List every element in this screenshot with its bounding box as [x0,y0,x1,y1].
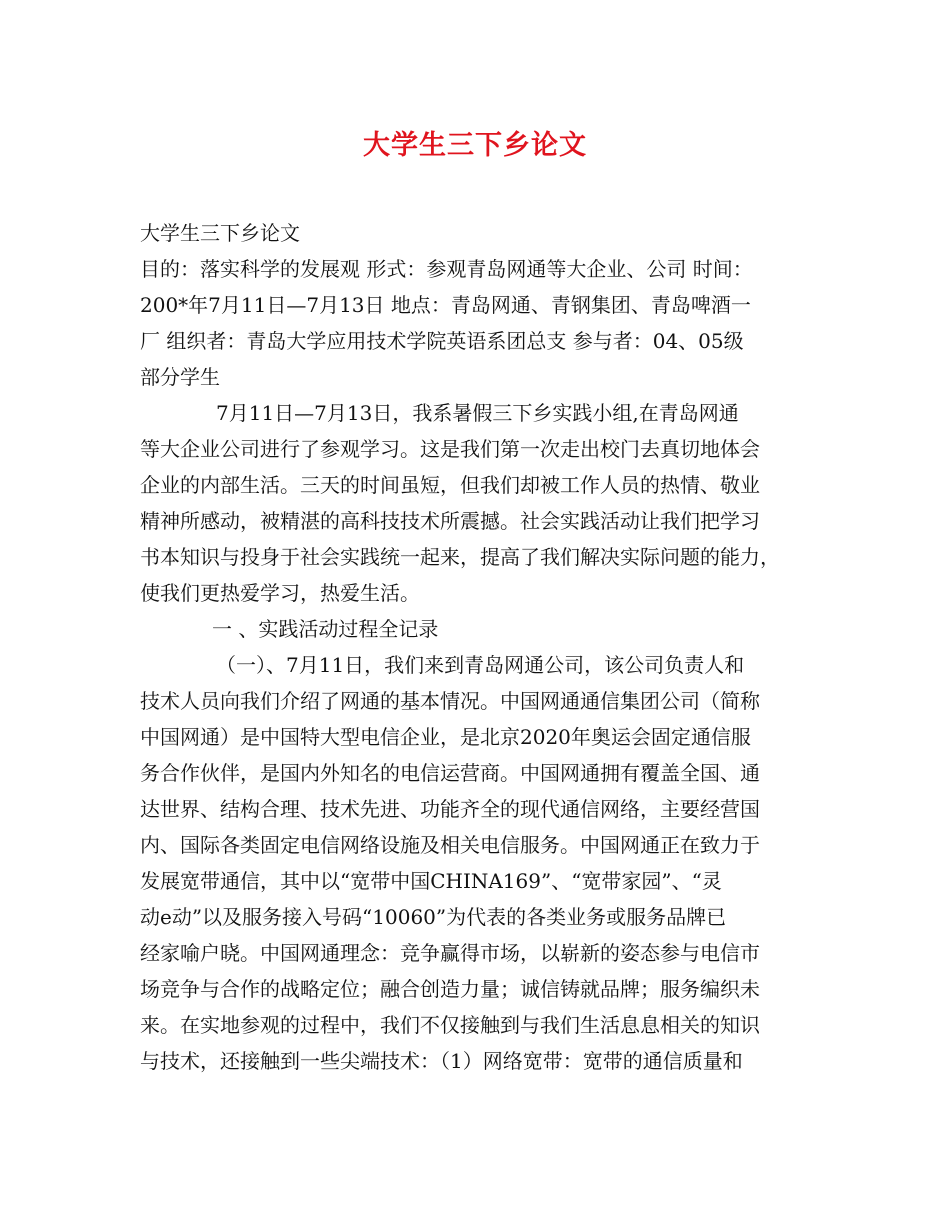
paragraph-first-line: （一）、7月11日，我们来到青岛网通公司，该公司负责人和 [216,653,745,677]
body-line: 目的：落实科学的发展观 形式：参观青岛网通等大企业、公司 时间： [140,257,753,281]
document-body [140,215,812,1079]
body-line: 务合作伙伴，是国内外知名的电信运营商。中国网通拥有覆盖全国、通 [140,761,760,785]
body-line: 大学生三下乡论文 [140,221,300,245]
body-line: 来。在实地参观的过程中，我们不仅接触到与我们生活息息相关的知识 [140,1013,760,1037]
body-line: 与技术，还接触到一些尖端技术：（1）网络宽带：宽带的通信质量和 [140,1049,743,1073]
body-line: 书本知识与投身于社会实践统一起来，提高了我们解决实际问题的能力， [140,545,780,569]
body-line: 内、国际各类固定电信网络设施及相关电信服务。中国网通正在致力于 [140,833,760,857]
body-line: 厂 组织者：青岛大学应用技术学院英语系团总支 参与者：04、05级 [140,329,744,353]
document-title: 大学生三下乡论文 [363,130,587,161]
body-line: 200*年7月11日—7月13日 地点：青岛网通、青钢集团、青岛啤酒一 [140,293,751,317]
body-line: 动e动”以及服务接入号码“10060”为代表的各类业务或服务品牌已 [140,905,727,929]
body-line: 等大企业公司进行了参观学习。这是我们第一次走出校门去真切地体会 [140,437,760,461]
body-line: 使我们更热爱学习，热爱生活。 [140,581,420,605]
body-line: 精神所感动，被精湛的高科技技术所震撼。社会实践活动让我们把学习 [140,509,760,533]
body-line: 达世界、结构合理、技术先进、功能齐全的现代通信网络，主要经营国 [140,797,760,821]
section-heading: 一 、实践活动过程全记录 [212,617,439,641]
body-line: 场竞争与合作的战略定位；融合创造力量；诚信铸就品牌；服务编织未 [140,977,760,1001]
body-line: 部分学生 [140,365,220,389]
body-line: 中国网通）是中国特大型电信企业，是北京2020年奥运会固定通信服 [140,725,751,749]
body-line: 发展宽带通信，其中以“宽带中国CHINA169”、“宽带家园”、“灵 [140,869,722,893]
body-line: 技术人员向我们介绍了网通的基本情况。中国网通通信集团公司（简称 [140,689,760,713]
paragraph-first-line: 7月11日—7月13日，我系暑假三下乡实践小组,在青岛网通 [216,401,739,425]
body-line: 企业的内部生活。三天的时间虽短，但我们却被工作人员的热情、敬业 [140,473,760,497]
body-line: 经家喻户晓。中国网通理念：竞争赢得市场，以崭新的姿态参与电信市 [140,941,760,965]
